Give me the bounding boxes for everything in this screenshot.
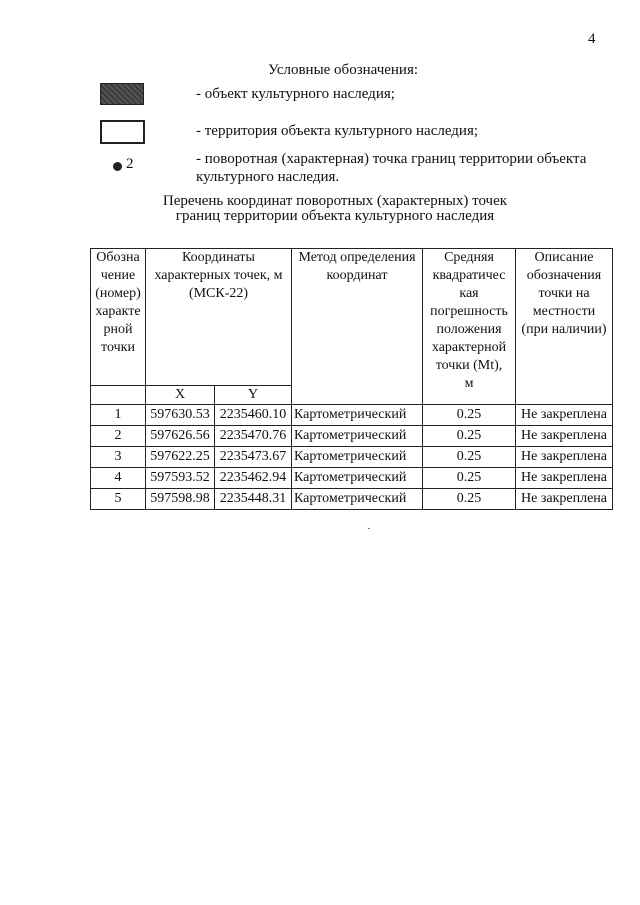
turning-point-icon [113,162,122,171]
cell-error: 0.25 [423,426,516,447]
cell-y: 2235473.67 [215,447,292,468]
header-line: характе [95,304,141,319]
cell-x: 597593.52 [146,468,215,489]
header-line: Средняя [444,250,494,265]
cell-y: 2235448.31 [215,489,292,510]
header-line: характерной [431,340,507,355]
cell-description: Не закреплена [516,405,613,426]
list-title-line2: границ территории объекта культурного наследия [175,208,495,224]
header-coordinates [146,249,292,386]
legend-text-heritage-territory: - территория объекта культурного наследия; [196,123,479,139]
table-row [91,405,613,426]
cell-description: Не закреплена [516,426,613,447]
cell-y: 2235462.94 [215,468,292,489]
header-description [516,249,613,405]
header-point-spacer [91,386,146,405]
header-line: точки на [538,286,590,301]
header-method [292,249,423,405]
legend-text-turning-point: - поворотная (характерная) точка границ территории объекта культурного наследия. [196,151,587,185]
header-line: (номер) [95,286,141,301]
header-line: квадратичес [432,268,506,283]
heritage-object-swatch-icon [100,83,144,105]
cell-point-number: 5 [91,489,146,510]
cell-method: Картометрический [292,405,423,426]
heritage-territory-swatch-icon [100,120,145,144]
cell-x: 597622.25 [146,447,215,468]
header-line: точки [101,340,135,355]
page-number: 4 [588,31,596,47]
table-header-row [91,249,613,386]
header-line: координат [326,268,388,283]
header-line: характерных точек, м [154,268,283,283]
header-line: Обозна [96,250,140,265]
header-line: положения [436,322,502,337]
cell-x: 597630.53 [146,405,215,426]
legend-title: Условные обозначения: [268,62,419,78]
scan-dot [368,528,370,529]
header-line: м [464,376,474,391]
header-line: погрешность [430,304,508,319]
cell-error: 0.25 [423,447,516,468]
header-line: (при наличии) [521,322,607,337]
header-error [423,249,516,405]
list-title-line1: Перечень координат поворотных (характерных) точек [162,193,508,209]
cell-description: Не закреплена [516,468,613,489]
header-line: точки (Mt), [435,358,503,373]
cell-method: Картометрический [292,426,423,447]
cell-error: 0.25 [423,489,516,510]
header-line: обозначения [526,268,602,283]
header-line: (МСК-22) [188,286,249,301]
coordinates-table [90,248,613,510]
cell-y: 2235460.10 [215,405,292,426]
cell-point-number: 3 [91,447,146,468]
header-line: Описание [534,250,594,265]
cell-y: 2235470.76 [215,426,292,447]
cell-method: Картометрический [292,489,423,510]
cell-x: 597626.56 [146,426,215,447]
cell-error: 0.25 [423,468,516,489]
table-row [91,468,613,489]
header-line: Координаты [182,250,255,265]
cell-method: Картометрический [292,447,423,468]
header-line: рной [103,322,133,337]
cell-point-number: 1 [91,405,146,426]
cell-point-number: 4 [91,468,146,489]
header-line: Метод определения [298,250,416,265]
legend-text-heritage-object: - объект культурного наследия; [196,86,395,102]
cell-description: Не закреплена [516,489,613,510]
table-row [91,426,613,447]
header-x: X [146,386,215,405]
list-title [100,194,570,224]
turning-point-label: 2 [126,156,134,172]
header-line: местности [532,304,596,319]
table-body [91,405,613,510]
table-row [91,447,613,468]
cell-error: 0.25 [423,405,516,426]
table-row [91,489,613,510]
header-line: кая [459,286,479,301]
cell-description: Не закреплена [516,447,613,468]
header-y: Y [215,386,292,405]
header-point-designation [91,249,146,386]
header-line: чение [100,268,136,283]
cell-method: Картометрический [292,468,423,489]
cell-x: 597598.98 [146,489,215,510]
cell-point-number: 2 [91,426,146,447]
